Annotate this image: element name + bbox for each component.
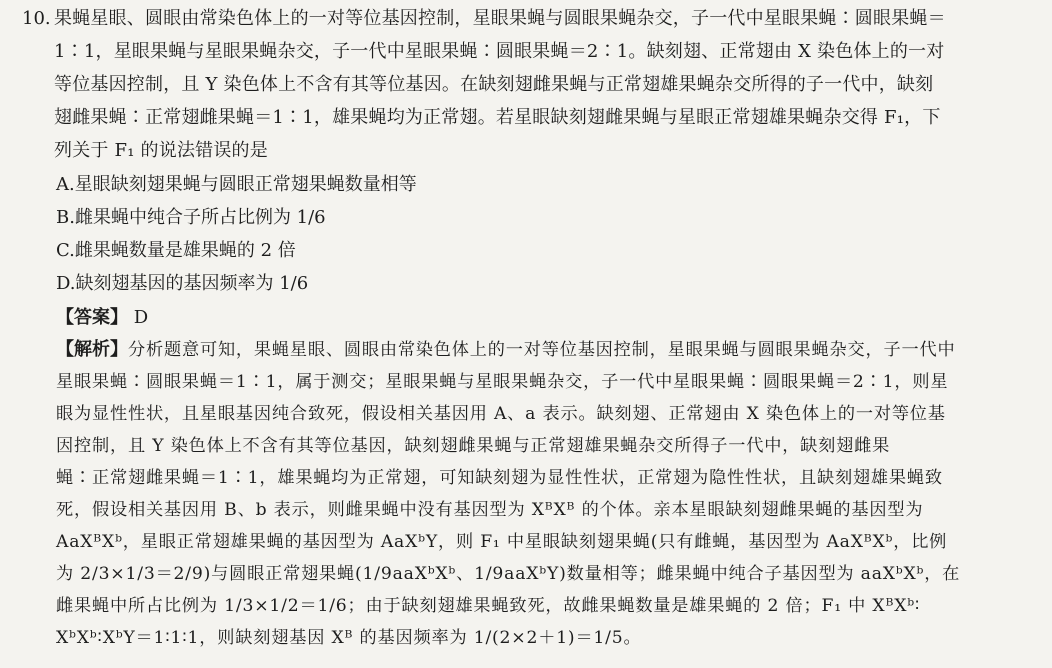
- analysis-line: 因控制，且 Y 染色体上不含有其等位基因，缺刻翅雌果蝇与正常翅雄果蝇杂交所得子一代中，缺刻翅雌果: [56, 436, 891, 456]
- option-d: D.缺刻翅基因的基因频率为 1/6: [56, 273, 309, 294]
- answer-value: D: [133, 307, 149, 328]
- option-b: B.雌果蝇中纯合子所占比例为 1/6: [56, 207, 326, 228]
- analysis-line: XᵇXᵇ∶XᵇY＝1∶1∶1，则缺刻翅基因 Xᴮ 的基因频率为 1/(2×2＋1)＝1/5。: [56, 628, 642, 648]
- option-a: A.星眼缺刻翅果蝇与圆眼正常翅果蝇数量相等: [56, 174, 417, 195]
- question-number: 10.: [22, 8, 51, 29]
- question-stem-line: 果蝇星眼、圆眼由常染色体上的一对等位基因控制，星眼果蝇与圆眼果蝇杂交，子一代中星眼果蝇∶圆眼果蝇＝: [54, 8, 946, 29]
- option-c: C.雌果蝇数量是雄果蝇的 2 倍: [56, 240, 296, 261]
- analysis-line: AaXᴮXᵇ，星眼正常翅雄果蝇的基因型为 AaXᵇY，则 F₁ 中星眼缺刻翅果蝇(只有雌蝇，基因型为 AaXᴮXᵇ，比例: [56, 532, 948, 552]
- analysis-line: 蝇∶正常翅雌果蝇＝1∶1，雄果蝇均为正常翅，可知缺刻翅为显性性状，正常翅为隐性性状，且缺刻翅雄果蝇致: [56, 468, 943, 488]
- question-stem-line: 翅雌果蝇∶正常翅雌果蝇＝1∶1，雄果蝇均为正常翅。若星眼缺刻翅雌果蝇与星眼正常翅雄果蝇杂交得 F₁，下: [54, 107, 941, 128]
- analysis-line: [56, 335, 955, 365]
- question-stem-line: 1∶1，星眼果蝇与星眼果蝇杂交，子一代中星眼果蝇∶圆眼果蝇＝2∶1。缺刻翅、正常翅由 X 染色体上的一对: [54, 41, 945, 62]
- question-stem-line: 等位基因控制，且 Y 染色体上不含有其等位基因。在缺刻翅雌果蝇与正常翅雄果蝇杂交所得的子一代中，缺刻: [54, 74, 934, 95]
- analysis-line: 星眼果蝇∶圆眼果蝇＝1∶1，属于测交；星眼果蝇与星眼果蝇杂交，子一代中星眼果蝇∶圆眼果蝇＝2∶1，则星: [56, 372, 949, 392]
- analysis-text: 分析题意可知，果蝇星眼、圆眼由常染色体上的一对等位基因控制，星眼果蝇与圆眼果蝇杂交，子一代中: [128, 340, 956, 360]
- analysis-line: 死，假设相关基因用 B、b 表示，则雌果蝇中没有基因型为 XᴮXᴮ 的个体。亲本星眼缺刻翅雌果蝇的基因型为: [56, 500, 924, 520]
- answer-line: [56, 303, 148, 332]
- question-stem-line: 列关于 F₁ 的说法错误的是: [54, 140, 268, 161]
- analysis-line: 为 2/3×1/3＝2/9)与圆眼正常翅果蝇(1/9aaXᵇXᵇ、1/9aaXᵇY)数量相等；雌果蝇中纯合子基因型为 aaXᵇXᵇ，在: [56, 564, 961, 584]
- analysis-label: 【解析】: [56, 339, 128, 360]
- analysis-line: 眼为显性性状，且星眼基因纯合致死，假设相关基因用 A、a 表示。缺刻翅、正常翅由 X 染色体上的一对等位基: [56, 404, 946, 424]
- answer-label: 【答案】: [56, 307, 128, 328]
- analysis-line: 雌果蝇中所占比例为 1/3×1/2＝1/6；由于缺刻翅雄果蝇致死，故雌果蝇数量是雄果蝇的 2 倍；F₁ 中 XᴮXᵇ∶: [56, 596, 921, 616]
